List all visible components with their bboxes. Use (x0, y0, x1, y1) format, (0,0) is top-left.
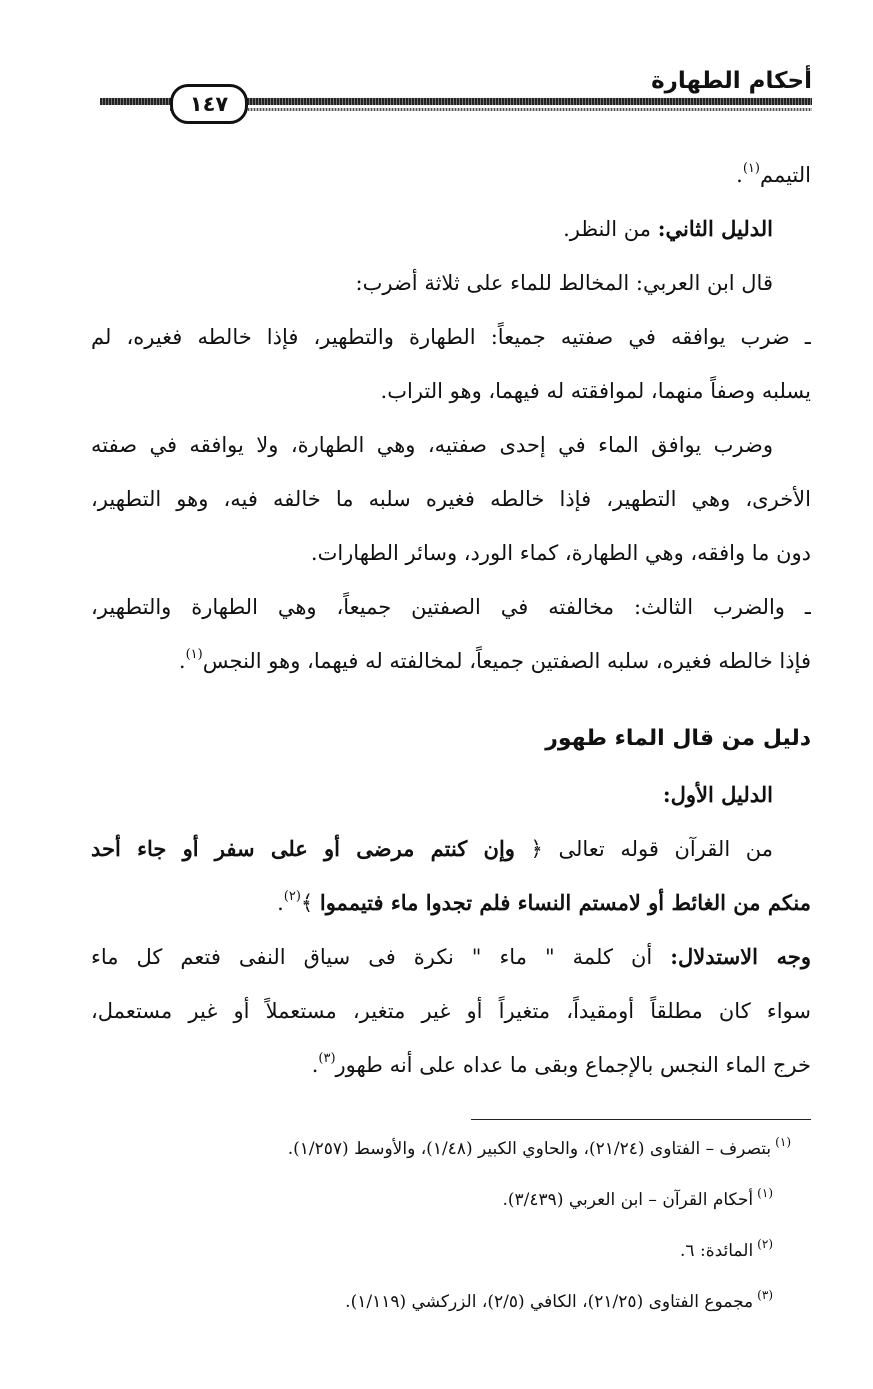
text-line: يسلبه وصفاً منهما، لموافقته له فيهما، وهو التراب. (380, 379, 811, 403)
text-line: التيمم$^{(١)}$. (736, 161, 811, 187)
inference-label: وجه الاستدلال: (670, 944, 811, 969)
text-line: سواء كان مطلقاً أومقيداً، متغيراً أو غير متغير، مستعملاً أو غير مستعمل، (91, 999, 811, 1023)
footnote-mark: (٢) (757, 1237, 773, 1251)
section-heading: دليل من قال الماء طهور (545, 726, 811, 751)
footnote-ref[interactable]: (١) (185, 647, 203, 662)
footnote-separator (471, 1119, 811, 1120)
footnote: $^{(١)}$بتصرف – الفتاوى (٢١/٢٤)، والحاوي الكبير (١/٤٨)، والأوسط (١/٢٥٧). (287, 1135, 791, 1159)
running-header (100, 62, 812, 122)
footnote-mark: (٣) (757, 1288, 773, 1302)
text-line: الأخرى، وهي التطهير، فإذا خالطه فغيره سلبه ما خالفه فيه، وهو التطهير، (91, 487, 811, 511)
footnote-mark: (١) (757, 1186, 773, 1200)
text-line: ـ والضرب الثالث: مخالفته في الصفتين جميعاً، وهي الطهارة والتطهير، (91, 595, 811, 619)
text-line: دون ما وافقه، وهي الطهارة، كماء الورد، وسائر الطهارات. (310, 541, 811, 565)
quran-verse: منكم من الغائط أو لامستم النساء فلم تجدوا ماء فتيمموا (319, 890, 811, 915)
text-line: الدليل الأول: (662, 782, 773, 807)
text-line: قال ابن العربي: المخالط للماء على ثلاثة أضرب: (355, 271, 773, 295)
footnote-ref[interactable]: (٢) (283, 889, 301, 904)
footnote-ref[interactable]: (١) (742, 161, 760, 176)
quran-verse: وإن كنتم مرضى أو على سفر أو جاء أحد (91, 836, 515, 861)
text-line: فإذا خالطه فغيره، سلبه الصفتين جميعاً، لمخالفته له فيهما، وهو النجس$^{(١)}$. (178, 647, 811, 673)
text-line: خرج الماء النجس بالإجماع وبقى ما عداه على أنه طهور$^{(٣)}$. (311, 1051, 811, 1077)
text-line: منكم من الغائط أو لامستم النساء فلم تجدوا ماء فتيمموا ﴾$^{(٢)}$. (277, 889, 811, 915)
footnote: $^{(٢)}$المائدة: ٦. (680, 1237, 773, 1261)
evidence-label: الدليل الثاني: (657, 216, 773, 241)
text-line: ـ ضرب يوافقه في صفتيه جميعاً: الطهارة والتطهير، فإذا خالطه فغيره، لم (91, 325, 811, 349)
footnote: $^{(١)}$أحكام القرآن – ابن العربي (٣/٤٣٩). (502, 1186, 773, 1210)
footnote-mark: (١) (775, 1135, 791, 1149)
text-line: وضرب يوافق الماء في إحدى صفتيه، وهي الطهارة، ولا يوافقه في صفته (91, 433, 773, 457)
text-line: الدليل الثاني: من النظر. (563, 216, 773, 241)
footnotes (91, 1124, 791, 1328)
footnote-ref[interactable]: (٣) (318, 1051, 336, 1066)
footnote: $^{(٣)}$مجموع الفتاوى (٢١/٢٥)، الكافي (٢/٥)، الزركشي (١/١١٩). (345, 1288, 773, 1312)
page-number: ١٤٧ (170, 84, 248, 124)
header-rule-thin (170, 108, 812, 111)
body-text (91, 148, 811, 1092)
text-line: من القرآن قوله تعالى ﴿ وإن كنتم مرضى أو على سفر أو جاء أحد (91, 836, 773, 861)
text-line: وجه الاستدلال: أن كلمة " ماء " نكرة فى سياق النفى فتعم كل ماء (91, 944, 811, 969)
header-title: أحكام الطهارة (651, 68, 812, 94)
